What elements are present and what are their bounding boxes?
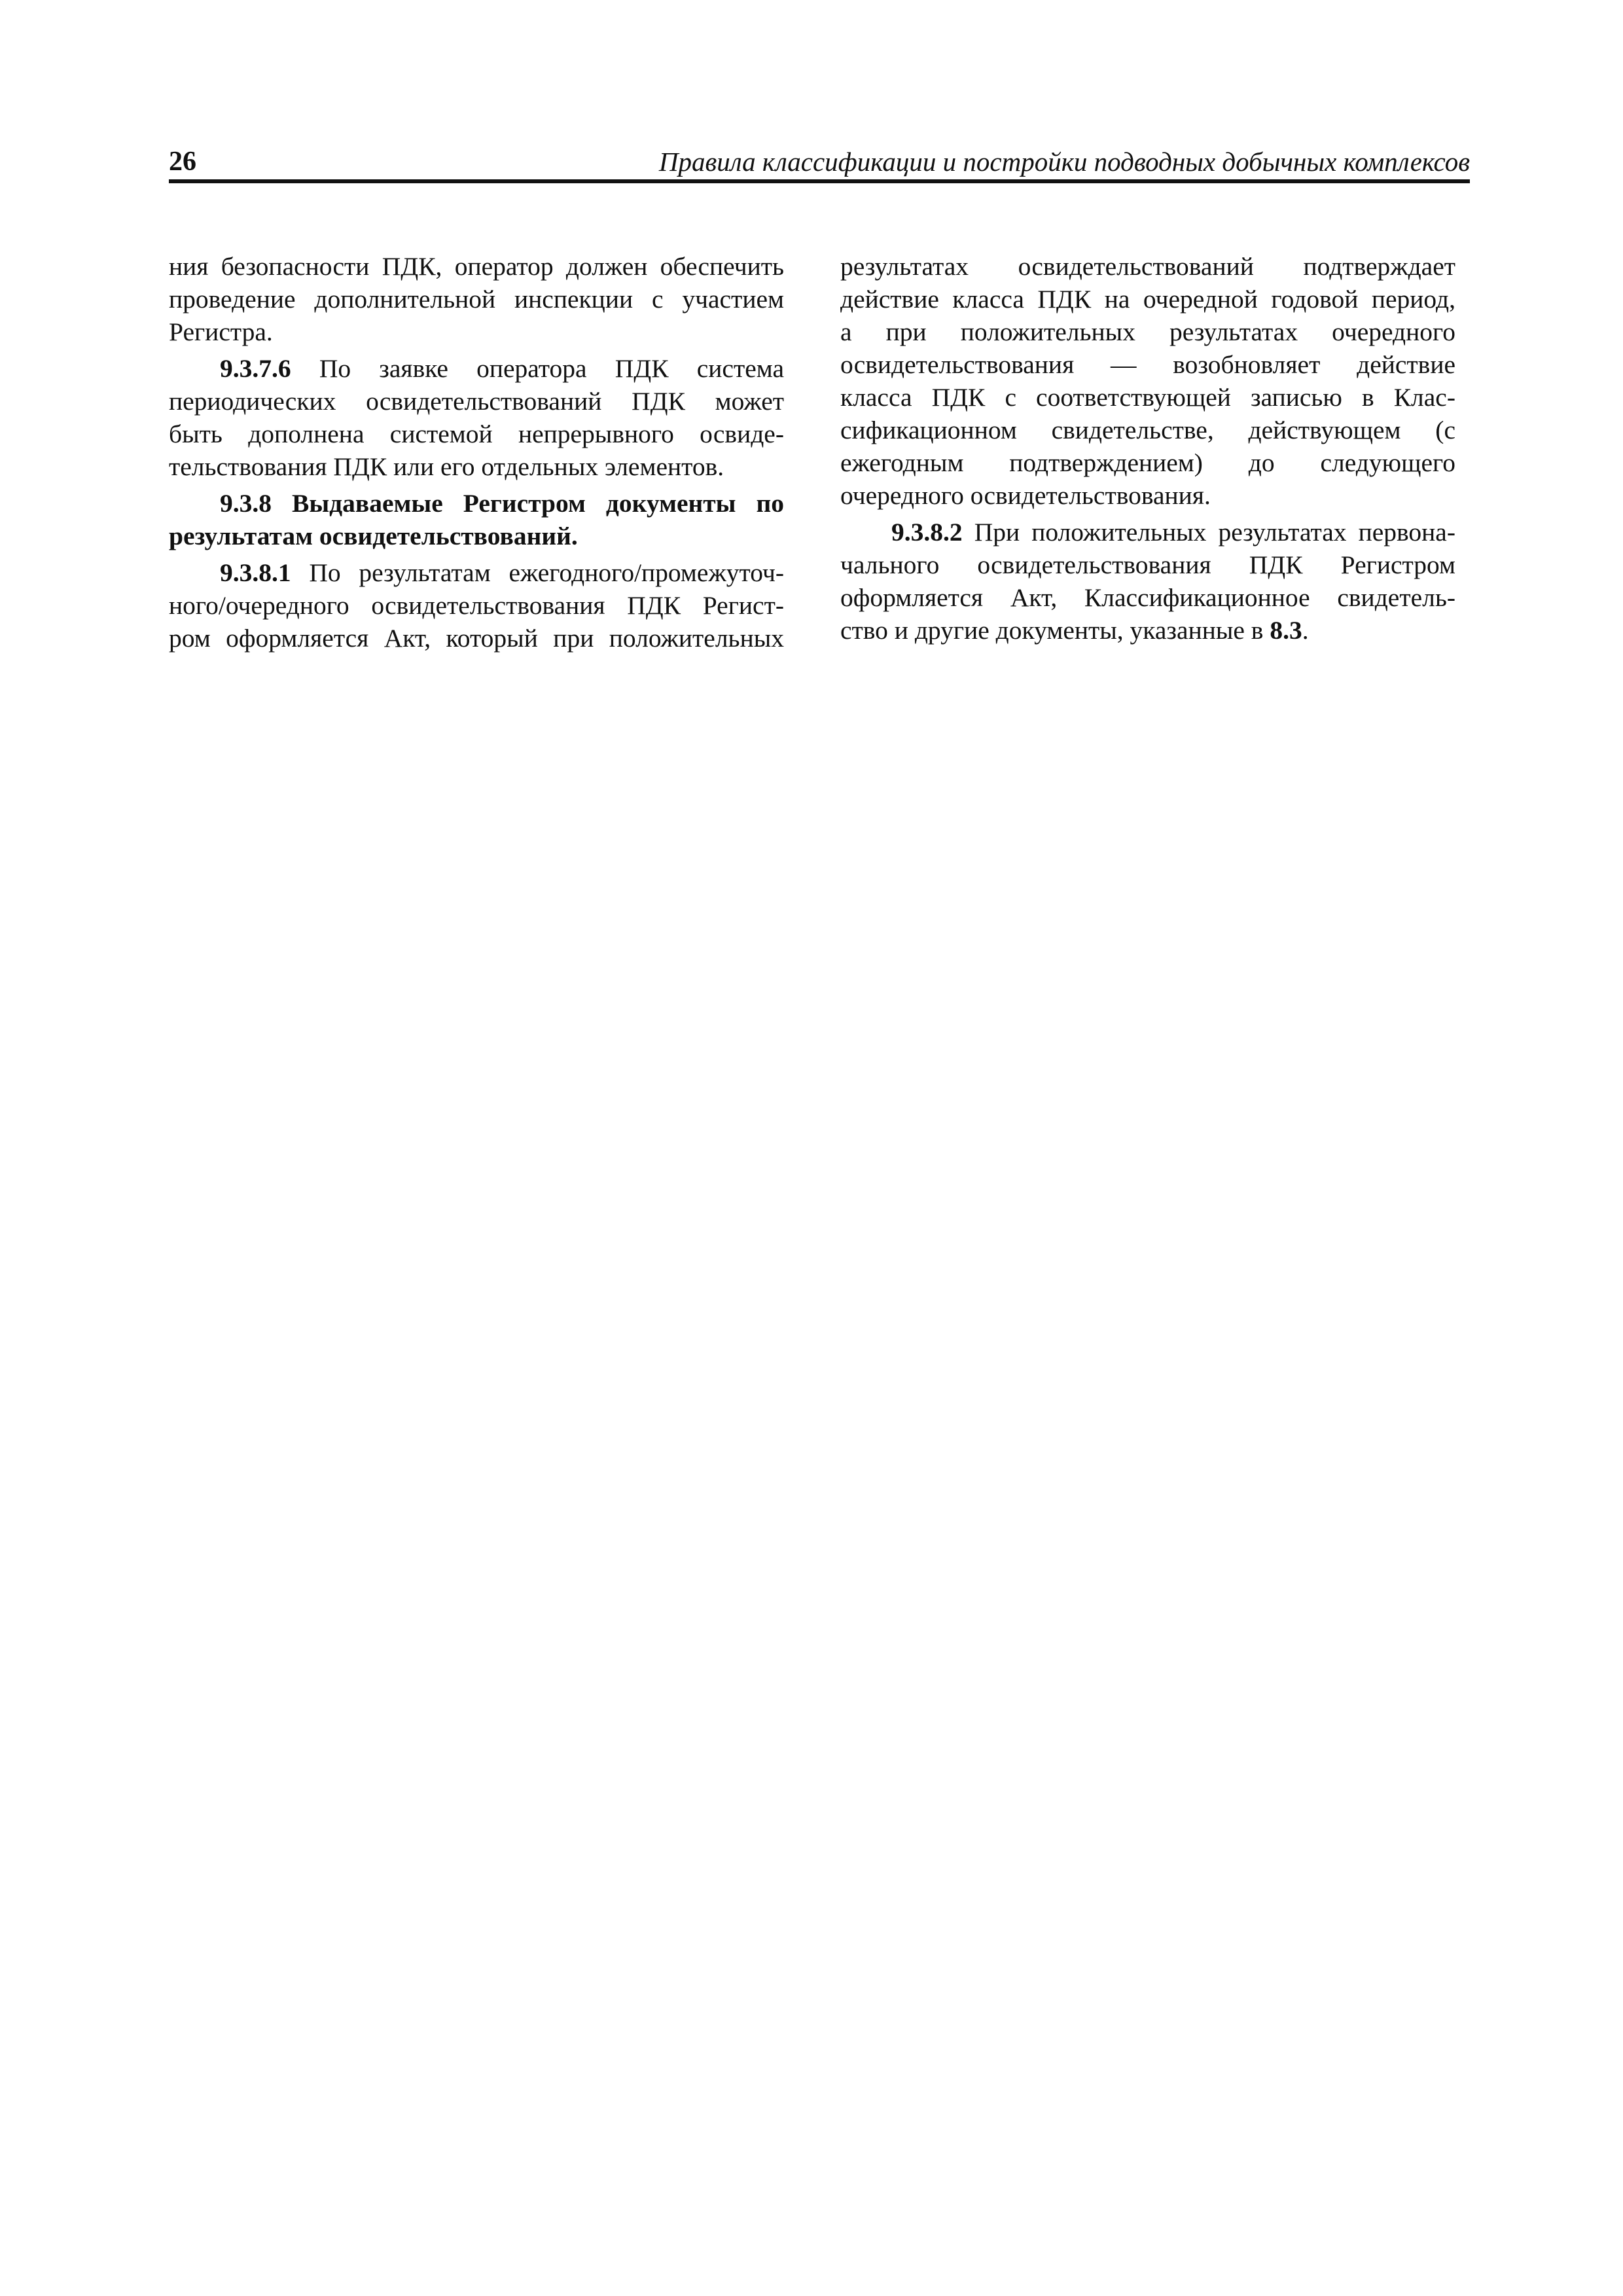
text-line: ром оформляется Акт, который при положительных xyxy=(169,624,784,653)
text-line: быть дополнена системой непрерывного освиде- xyxy=(169,420,784,448)
text-line: освидетельствования — возобновляет действие xyxy=(840,350,1455,379)
right-column xyxy=(840,250,1455,651)
clause-number: 9.3.8.2 xyxy=(891,518,963,547)
text-line: периодических освидетельствований ПДК может xyxy=(169,387,784,416)
text-line: а при положительных результатах очередного xyxy=(840,317,1455,346)
text-line: результатах освидетельствований подтверждает xyxy=(840,252,1455,281)
page-header xyxy=(169,139,1470,183)
paragraph-9-3-8-1-continued xyxy=(840,250,1455,512)
cross-reference: 8.3 xyxy=(1270,616,1302,645)
text-line: оформляется Акт, Классификационное свидетель- xyxy=(840,583,1455,612)
clause-number: 9.3.8 xyxy=(220,489,272,518)
text-line: 9.3.8 Выдаваемые Регистром документы по xyxy=(220,489,785,518)
text-line: проведение дополнительной инспекции с участием xyxy=(169,285,784,314)
text-line: 9.3.7.6 По заявке оператора ПДК система xyxy=(220,354,785,383)
text-line: ство и другие документы, указанные в 8.3. xyxy=(840,616,1309,645)
paragraph-9-3-8-2 xyxy=(840,516,1455,647)
text-line: очередного освидетельствования. xyxy=(840,481,1211,510)
text-line: класса ПДК с соответствующей записью в Клас- xyxy=(840,383,1455,412)
text-line: действие класса ПДК на очередной годовой период, xyxy=(840,285,1455,314)
clause-number: 9.3.8.1 xyxy=(220,558,291,587)
running-title: Правила классификации и постройки подводных добычных комплексов xyxy=(658,147,1470,177)
text-line: 9.3.8.2 При положительных результатах первона- xyxy=(891,518,1455,547)
text-line: чального освидетельствования ПДК Регистром xyxy=(840,550,1455,579)
text-line: ежегодным подтверждением) до следующего xyxy=(840,448,1455,477)
page-number: 26 xyxy=(169,147,196,177)
paragraph-continuation xyxy=(169,250,784,348)
clause-number: 9.3.7.6 xyxy=(220,354,291,383)
left-column xyxy=(169,250,784,658)
text-line: результатам освидетельствований. xyxy=(169,522,578,550)
text-line: ния безопасности ПДК, оператор должен обеспечить xyxy=(169,252,784,281)
paragraph-9-3-8-1 xyxy=(169,556,784,655)
text-line: ного/очередного освидетельствования ПДК Регист- xyxy=(169,591,784,620)
text-line: сификационном свидетельстве, действующем (с xyxy=(840,416,1455,444)
heading-9-3-8 xyxy=(169,487,784,552)
text-line: 9.3.8.1 По результатам ежегодного/промежуточ- xyxy=(220,558,784,587)
paragraph-9-3-7-6 xyxy=(169,352,784,483)
text-line: Регистра. xyxy=(169,317,273,346)
text-line: тельствования ПДК или его отдельных элементов. xyxy=(169,452,724,481)
